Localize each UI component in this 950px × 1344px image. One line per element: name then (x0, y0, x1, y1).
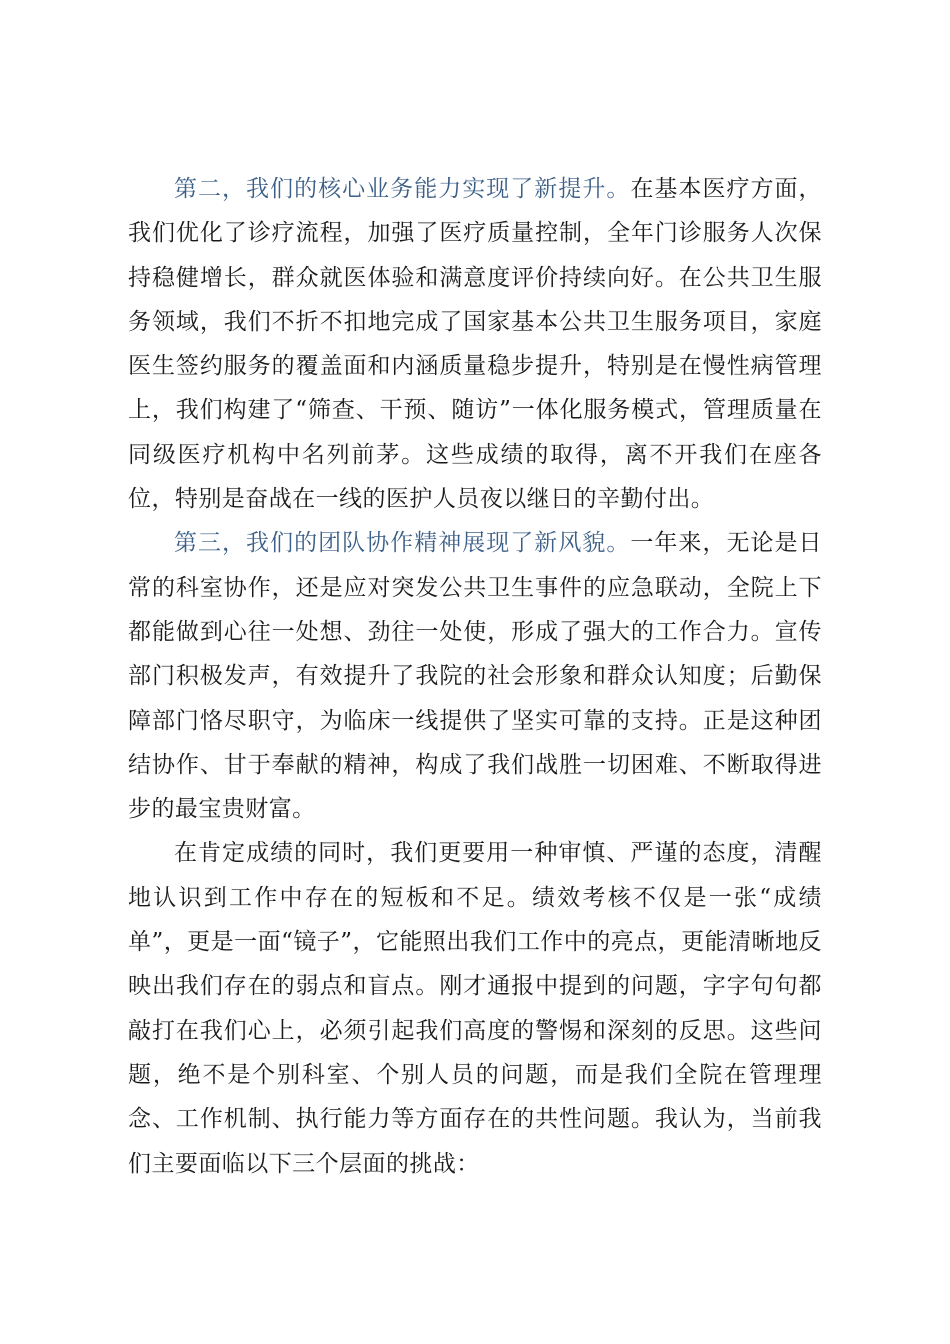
paragraph-text: 在肯定成绩的同时，我们更要用一种审慎、严谨的态度，清醒地认识到工作中存在的短板和不足。绩效考核不仅是一张“成绩单”，更是一面“镜子”，它能照出我们工作中的亮点，更能清晰地反映出我们存在的弱点和盲点。刚才通报中提到的问题，字字句句都敲打在我们心上，必须引起我们高度的警惕和深刻的反思。这些问题，绝不是个别科室、个别人员的问题，而是我们全院在管理理念、工作机制、执行能力等方面存在的共性问题。我认为，当前我们主要面临以下三个层面的挑战： (128, 840, 822, 1177)
paragraph-text: 一年来，无论是日常的科室协作，还是应对突发公共卫生事件的应急联动，全院上下都能做到心往一处想、劲往一处使，形成了强大的工作合力。宣传部门积极发声，有效提升了我院的社会形象和群众认知度；后勤保障部门恪尽职守，为临床一线提供了坚实可靠的支持。正是这种团结协作、甘于奉献的精神，构成了我们战胜一切困难、不断取得进步的最宝贵财富。 (128, 530, 822, 823)
paragraph-core-business (128, 167, 822, 521)
paragraph-heading: 第三，我们的团队协作精神展现了新风貌。 (174, 530, 631, 557)
document-body (128, 167, 822, 1186)
paragraph-teamwork (128, 521, 822, 831)
paragraph-text: 在基本医疗方面，我们优化了诊疗流程，加强了医疗质量控制，全年门诊服务人次保持稳健增长，群众就医体验和满意度评价持续向好。在公共卫生服务领域，我们不折不扣地完成了国家基本公共卫生服务项目，家庭医生签约服务的覆盖面和内涵质量稳步提升，特别是在慢性病管理上，我们构建了“筛查、干预、随访”一体化服务模式，管理质量在同级医疗机构中名列前茅。这些成绩的取得，离不开我们在座各位，特别是奋战在一线的医护人员夜以继日的辛勤付出。 (128, 176, 822, 513)
paragraph-heading: 第二，我们的核心业务能力实现了新提升。 (174, 176, 631, 202)
paragraph-challenges (128, 831, 822, 1185)
